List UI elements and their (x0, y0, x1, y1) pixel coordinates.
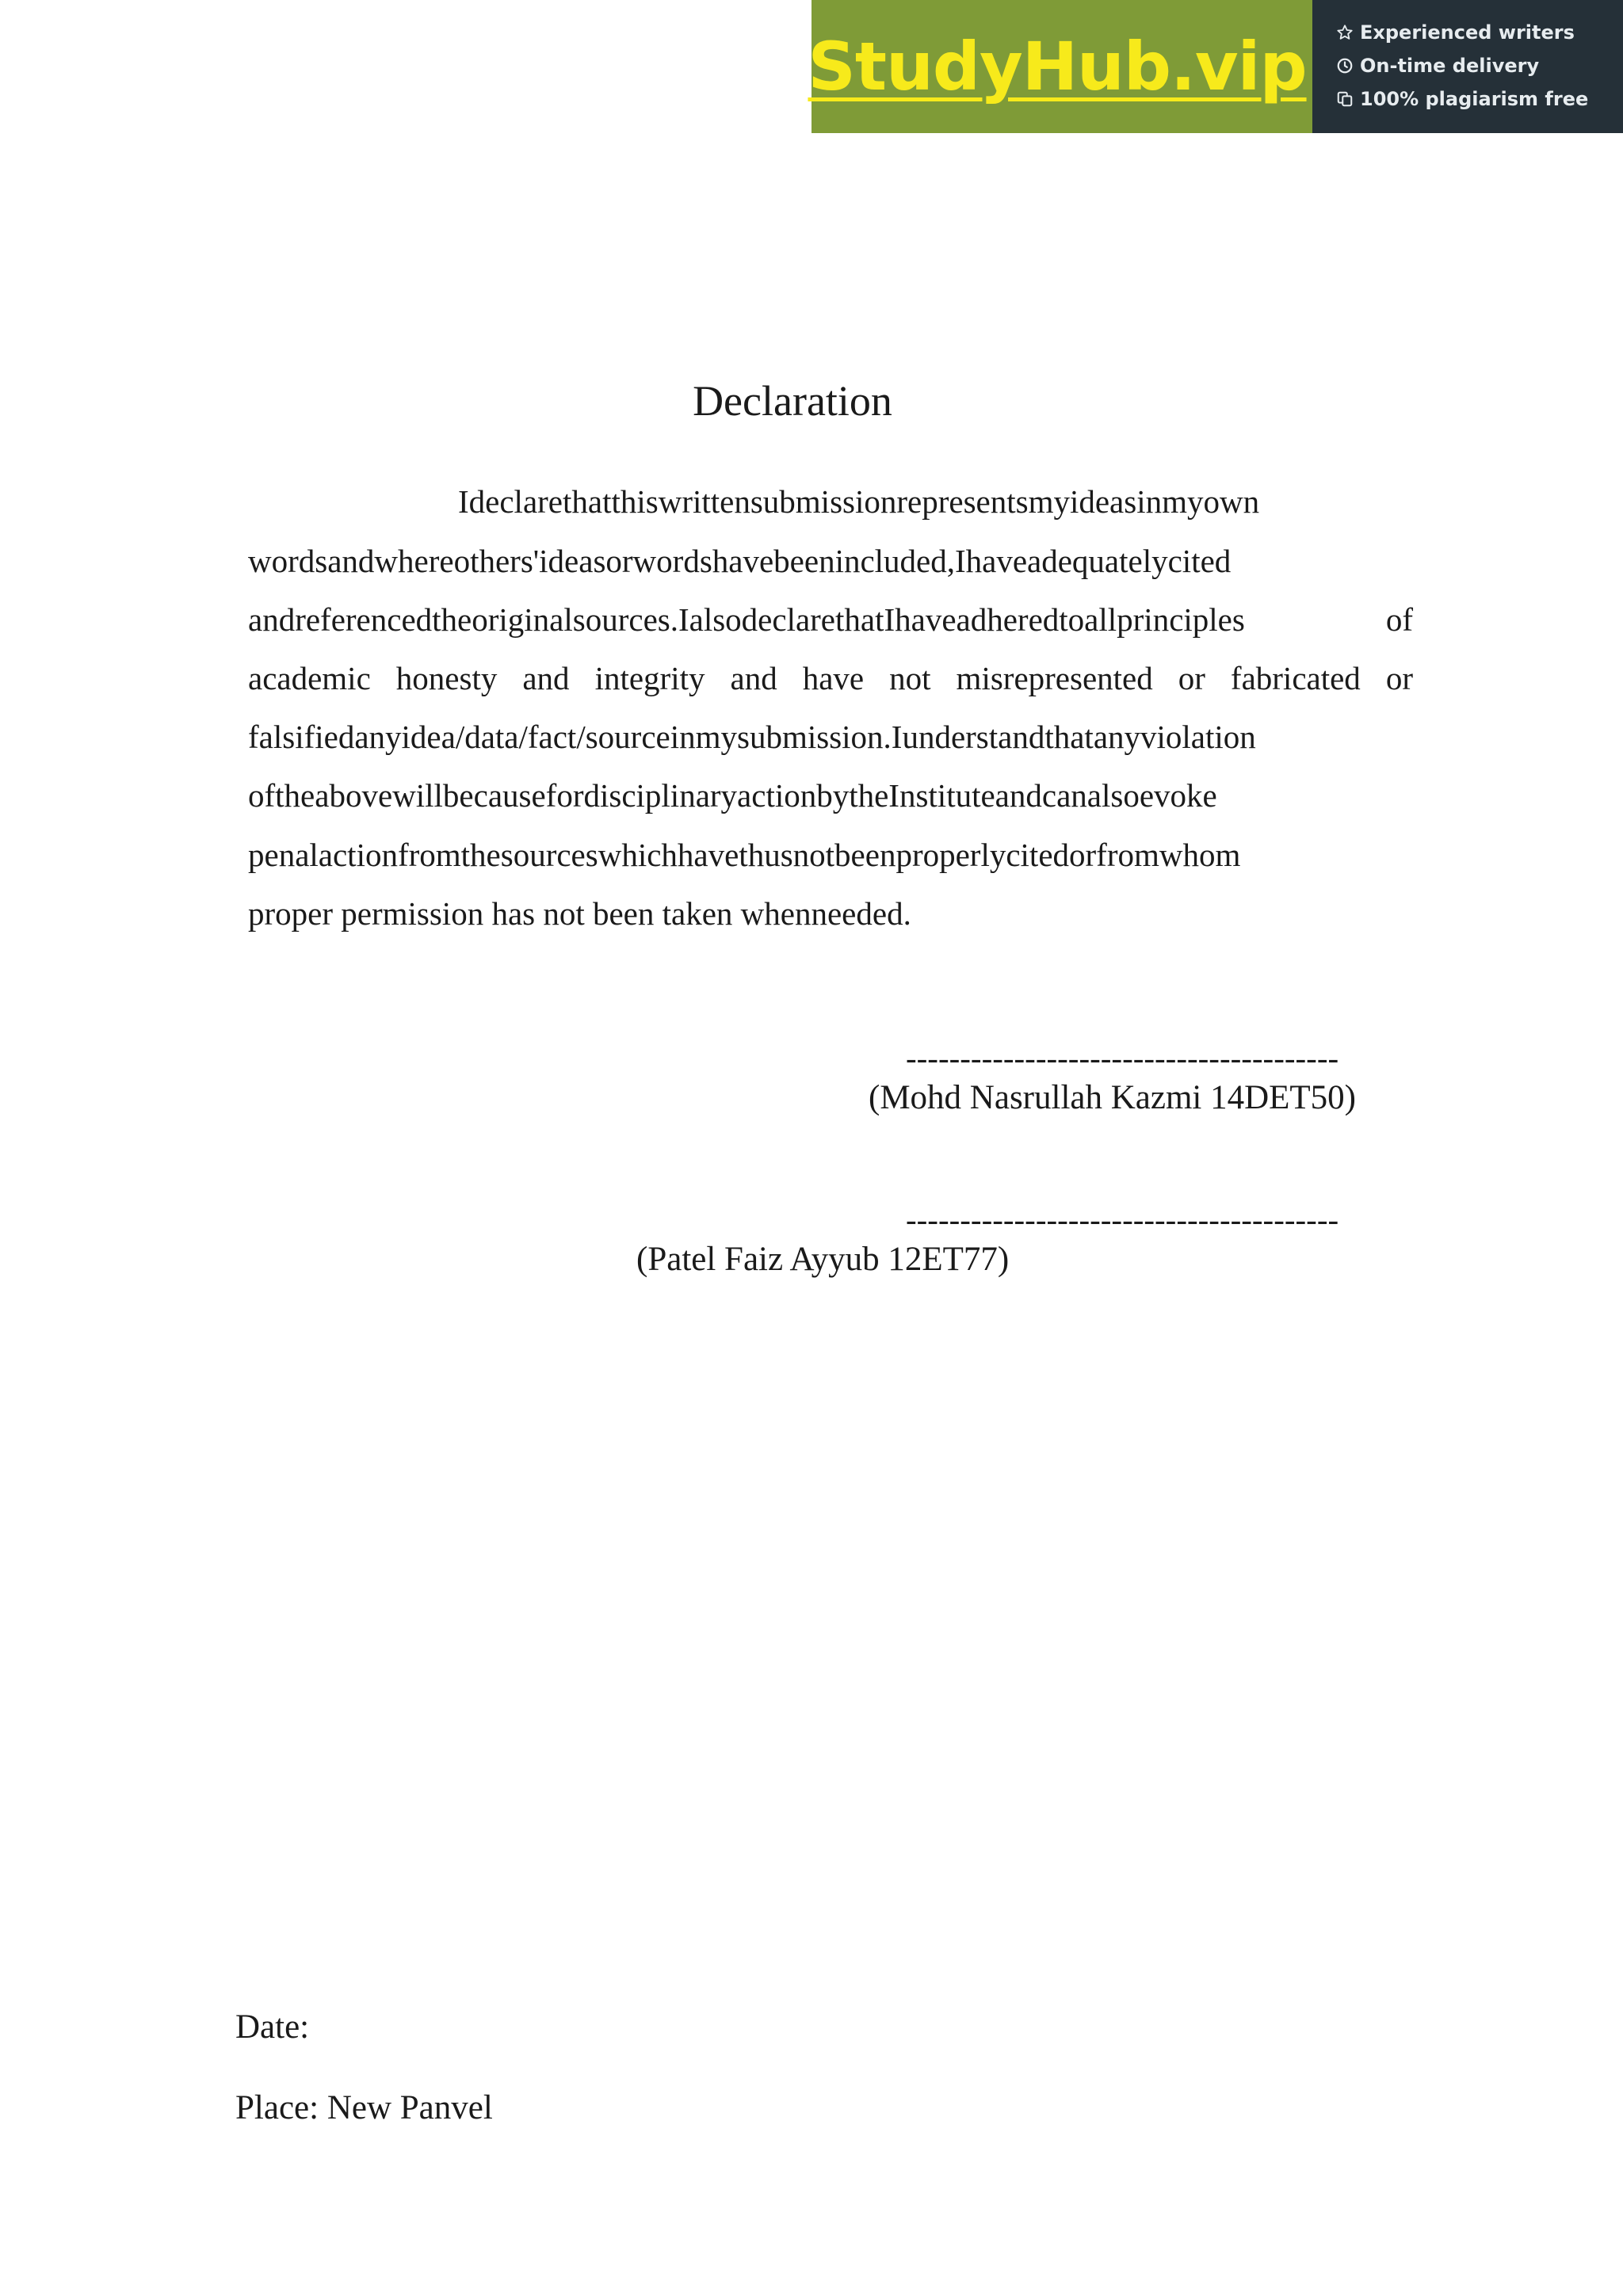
paragraph-line: falsifiedanyidea/data/fact/sourceinmysubmission.Iunderstandthatanyviolation (248, 719, 1256, 755)
paragraph-line: academic honesty and integrity and have not misrepresented or fabricated or (248, 660, 1413, 696)
feature-item (1336, 19, 1623, 46)
brand-logo[interactable] (808, 0, 1312, 133)
feature-item (1336, 86, 1623, 113)
signature-line: ---------------------------------------- (906, 1201, 1339, 1238)
feature-list (1312, 0, 1623, 133)
clock-icon (1336, 57, 1354, 74)
place-label: Place: New Panvel (235, 2089, 493, 2126)
paragraph-line: wordsandwhereothers'ideasorwordshavebeenincluded,Ihaveadequatelycited (248, 543, 1232, 579)
brand-name: StudyHub.vip (808, 28, 1307, 105)
paragraph-line: oftheabovewillbecausefordisciplinaryactionbytheInstituteandcanalsoevoke (248, 777, 1217, 814)
promo-banner[interactable] (808, 0, 1623, 133)
paragraph-line: proper permission has not been taken whenneeded. (248, 895, 911, 932)
signatory-name: (Mohd Nasrullah Kazmi 14DET50) (869, 1079, 1356, 1116)
feature-label: On-time delivery (1360, 55, 1540, 77)
paragraph-line: penalactionfromthesourceswhichhavethusnotbeenproperlycitedorfromwhom (248, 837, 1241, 873)
signatory-name: (Patel Faiz Ayyub 12ET77) (636, 1241, 1010, 1278)
feature-item (1336, 52, 1623, 79)
feature-label: 100% plagiarism free (1360, 88, 1589, 110)
paragraph-line: Ideclarethatthiswrittensubmissionrepresentsmyideasinmyown (458, 483, 1260, 520)
copy-icon (1336, 90, 1354, 108)
page-title: Declaration (693, 377, 892, 425)
signature-line: ---------------------------------------- (906, 1039, 1339, 1076)
feature-label: Experienced writers (1360, 21, 1575, 44)
star-icon (1336, 24, 1354, 41)
date-label: Date: (235, 2008, 310, 2046)
paragraph-line: andreferencedtheoriginalsources.IalsodeclarethatIhaveadheredtoallprinciples of (248, 601, 1413, 638)
